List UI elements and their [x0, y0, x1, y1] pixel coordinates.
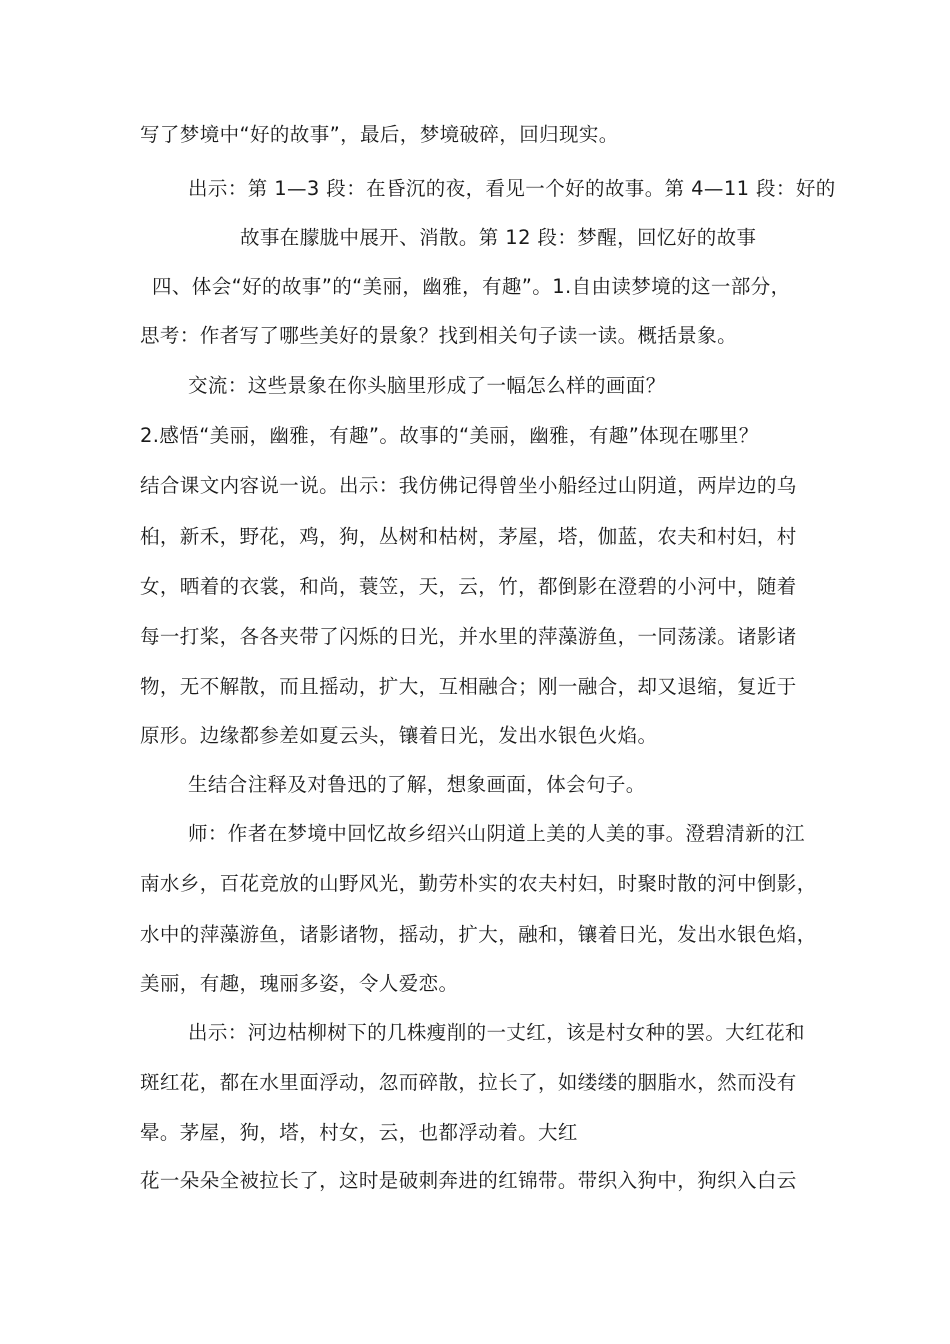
- text-line: 南水乡，百花竞放的山野风光，勤劳朴实的农夫村妇，时聚时散的河中倒影，: [140, 872, 817, 895]
- text-line: 结合课文内容说一说。出示：我仿佛记得曾坐小船经过山阴道，两岸边的乌: [140, 474, 797, 497]
- text-line: 美丽，有趣，瑰丽多姿，令人爱恋。: [140, 972, 459, 995]
- text-line: 花一朵朵全被拉长了，这时是破刺奔进的红锦带。带织入狗中，狗织入白云: [140, 1169, 797, 1192]
- text-line: 师：作者在梦境中回忆故乡绍兴山阴道上美的人美的事。澄碧清新的江: [188, 822, 805, 845]
- text-line: 每一打桨，各各夹带了闪烁的日光，并水里的萍藻游鱼，一同荡漾。诸影诸: [140, 625, 797, 648]
- text-line: 女，晒着的衣裳，和尚，蓑笠，天，云，竹，都倒影在澄碧的小河中，随着: [140, 575, 797, 598]
- text-line: 出示：第 1—3 段：在昏沉的夜，看见一个好的故事。第 4—11 段：好的: [188, 177, 836, 200]
- text-line: 原形。边缘都参差如夏云头，镶着日光，发出水银色火焰。: [140, 724, 658, 747]
- text-line: 生结合注释及对鲁迅的了解，想象画面，体会句子。: [188, 773, 646, 796]
- text-line: 交流：这些景象在你头脑里形成了一幅怎么样的画面？: [188, 374, 666, 397]
- text-line: 出示：河边枯柳树下的几株瘦削的一丈红，该是村女种的罢。大红花和: [188, 1021, 805, 1044]
- text-line: 2.感悟“美丽，幽雅，有趣”。故事的“美丽，幽雅，有趣”体现在哪里？: [140, 424, 759, 447]
- text-line: 晕。茅屋，狗，塔，村女，云，也都浮动着。大红: [140, 1121, 578, 1144]
- text-line: 写了梦境中“好的故事”，最后，梦境破碎，回归现实。: [140, 123, 619, 146]
- text-line: 物，无不解散，而且摇动，扩大，互相融合；刚一融合，却又退缩，复近于: [140, 675, 797, 698]
- text-line: 斑红花，都在水里面浮动，忽而碎散，拉长了，如缕缕的胭脂水，然而没有: [140, 1071, 797, 1094]
- text-line: 思考：作者写了哪些美好的景象？找到相关句子读一读。概括景象。: [140, 324, 738, 347]
- text-line: 故事在朦胧中展开、消散。第 12 段：梦醒，回忆好的故事: [240, 226, 757, 249]
- text-line: 桕，新禾，野花，鸡，狗，丛树和枯树，茅屋，塔，伽蓝，农夫和村妇，村: [140, 525, 797, 548]
- text-line: 水中的萍藻游鱼，诸影诸物，摇动，扩大，融和，镶着日光，发出水银色焰，: [140, 923, 817, 946]
- text-line: 四、体会“好的故事”的“美丽，幽雅，有趣”。1.自由读梦境的这一部分，: [152, 275, 791, 298]
